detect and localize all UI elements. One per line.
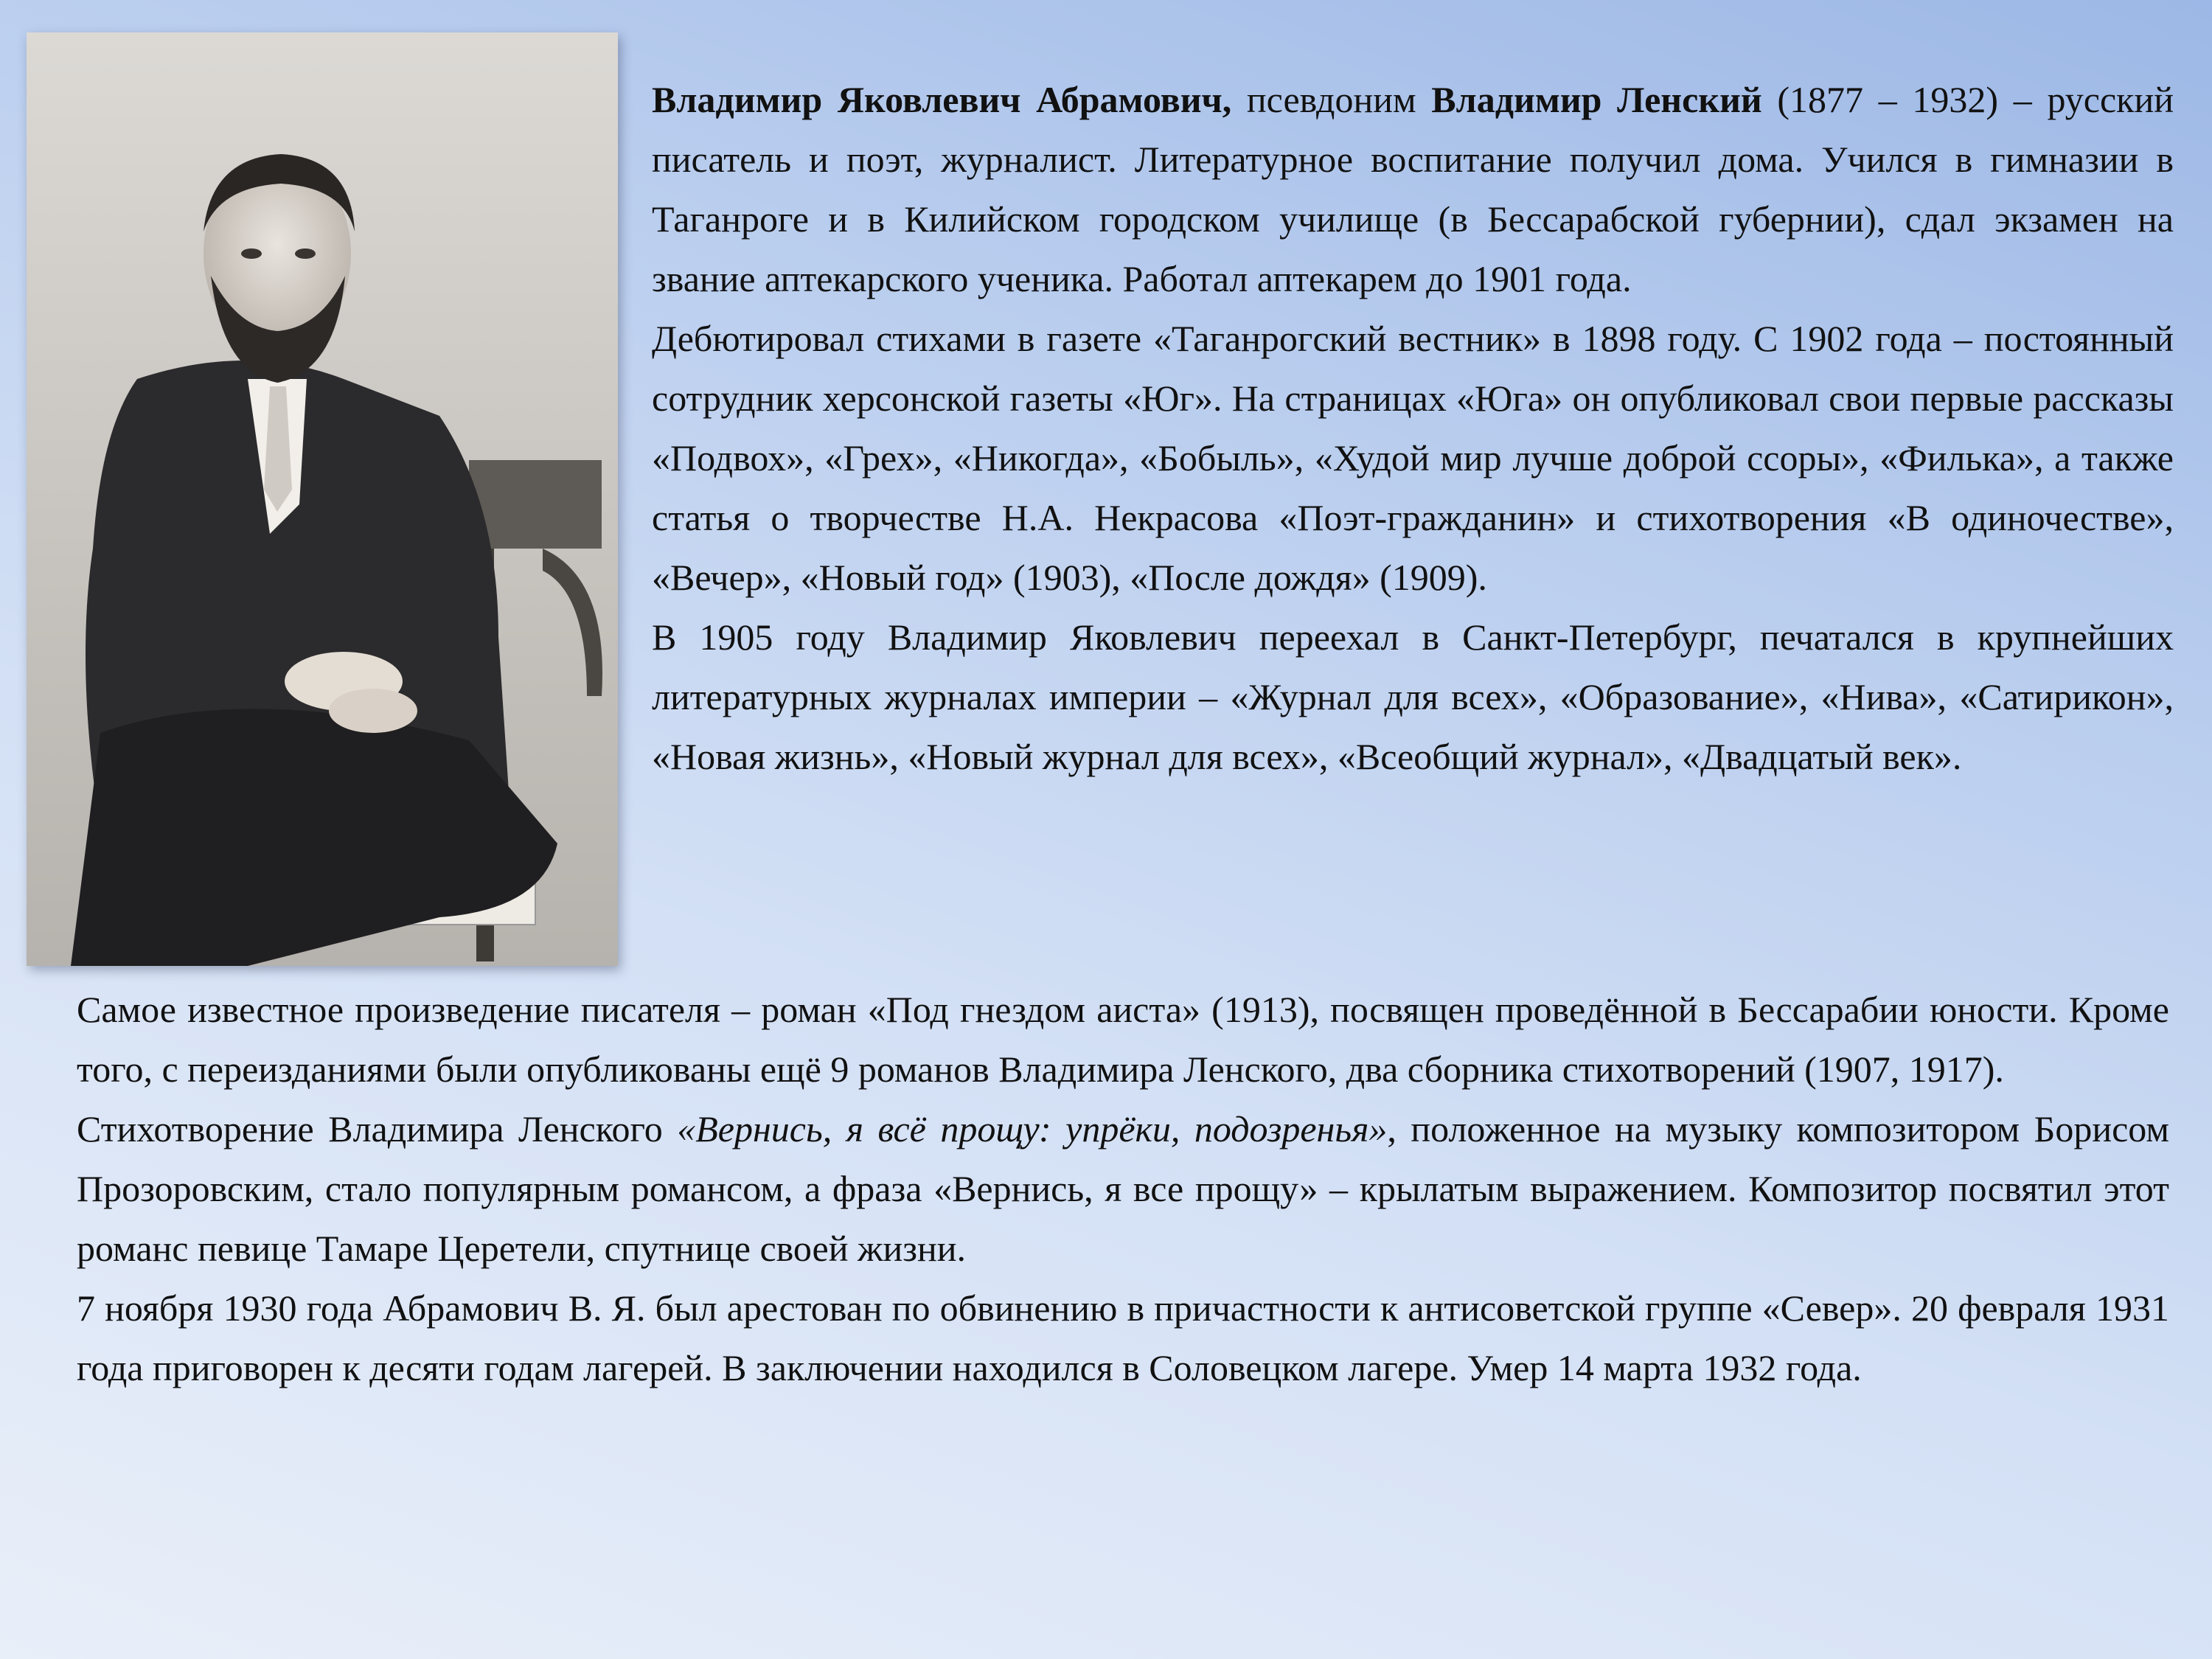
bio-paragraph-3: В 1905 году Владимир Яковлевич переехал в Санкт-Петербург, печатался в крупнейших литературных журналах империи – «Журнал для всех», «Образование», «Нива», «Сатирикон», «Новая жизнь», «Новый журнал для всех», «Всеобщий журнал», «Двадцатый век».	[652, 616, 2174, 777]
bio-paragraph-6: 7 ноября 1930 года Абрамович В. Я. был арестован по обвинению в причастности к антисоветской группе «Север». 20 февраля 1931 года приговорен к десяти годам лагерей. В заключении находился в Соловецком лагере. Умер 14 марта 1932 года.	[77, 1287, 2169, 1388]
poem-title: «Вернись, я всё прощу: упрёки, подозренья»	[677, 1108, 1388, 1150]
bio-paragraph-5-start: Стихотворение Владимира Ленского	[77, 1108, 678, 1150]
bio-paragraph-1	[652, 70, 2174, 309]
bio-paragraph-4: Самое известное произведение писателя – роман «Под гнездом аиста» (1913), посвящен проведённой в Бессарабии юности. Кроме того, с переизданиями были опубликованы ещё 9 романов Владимира Ленского, два сборника стихотворений (1907, 1917).	[77, 989, 2169, 1090]
portrait-photo	[27, 32, 618, 966]
bio-paragraph-1-rest: (1877 – 1932) – русский писатель и поэт, журналист. Литературное воспитание получил дома. Учился в гимназии в Таганроге и в Килийском городском училище (в Бессарабской губернии), сдал экзамен на звание аптекарского ученика. Работал аптекарем до 1901 года.	[652, 79, 2174, 299]
bio-pseudonym-prefix: псевдоним	[1231, 79, 1432, 120]
bio-pseudonym: Владимир Ленский	[1431, 79, 1762, 120]
bio-name: Владимир Яковлевич Абрамович,	[652, 79, 1232, 120]
portrait-image	[27, 32, 618, 966]
bio-paragraph-2: Дебютировал стихами в газете «Таганрогский вестник» в 1898 году. С 1902 года – постоянный сотрудник херсонской газеты «Юг». На страницах «Юга» он опубликовал свои первые рассказы «Подвох», «Грех», «Никогда», «Бобыль», «Худой мир лучше доброй ссоры», «Филька», а также статья о творчестве Н.А. Некрасова «Поэт-гражданин» и стихотворения «В одиночестве», «Вечер», «Новый год» (1903), «После дождя» (1909).	[652, 318, 2174, 598]
bio-paragraph-5	[77, 1099, 2169, 1279]
bio-top-text	[652, 70, 2174, 787]
bio-bottom-text	[77, 980, 2169, 1398]
bio-paragraph-5-rest: , положенное на музыку композитором Борисом Прозоровским, стало популярным романсом, а фраза «Вернись, я все прощу» – крылатым выражением. Композитор посвятил этот романс певице Тамаре Церетели, спутнице своей жизни.	[77, 1108, 2169, 1269]
